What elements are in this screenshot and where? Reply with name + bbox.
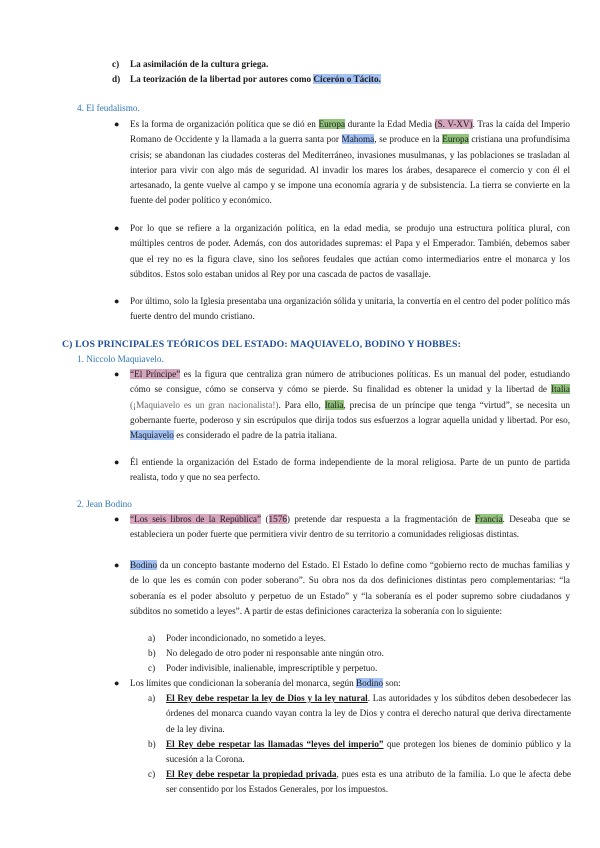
heading-feudalismo: 4. El feudalismo. (77, 103, 140, 113)
section-heading-teoricos: C) LOS PRINCIPALES TEÓRICOS DEL ESTADO: MAQUIAVELO, BODINO Y HOBBES: (62, 339, 461, 350)
paragraph-maquiavelo-1: “El Príncipe” es la figura que centraliza gran número de atribuciones políticas. Es un manual del poder, estudiando cómo se consigue, cómo se conserva y cómo se pierde. Su finalidad es obtener la unidad y la libertad de Italia (¡Maquiavelo es un gran nacionalista!). Para ello, Italia, precisa de un príncipe que tenga “virtud”, se necesita un gobernante fuerte, poderoso y sin escrúpulos que dirija todos sus esfuerzos a lograr aquella unidad y libertad. Por eso, Maquiavelo es considerado el padre de la patria italiana. (130, 369, 571, 441)
document-page: c) La asimilación de la cultura griega. d) La teorización de la libertad por autores como Cicerón o Tácito. 4. El feudalismo. ● Es la forma de organización política que se dió en Europa durante la Edad Media (S. V-XV). Tras la caída del Imperio Romano de Occidente y la llamada a la guerra santa por Mahoma, se produce en la Europa cristiana una profundísima crisis; se abandonan las ciudades costeras del Mediterráneo, invasiones musulmanas, y las poblaciones se trasladan al interior para vivir con algo más de seguridad. Al invadir los mares los árabes, desaparece el comercio y con él el artesanado, la gente vuelve al campo y se impone una economía agraria y de subsistencia. La tierra se convierte en la fuente del poder político y económico. ● Por lo que se refiere a la organización política, en la edad media, se produjo una estructura política plural, con múltiples centros de poder. Además, con dos autoridades supremas: el Papa y el Emperador. También, debemos saber que el rey no es la figura clave, sino los señores feudales que actúan como intermediarios entre el monarca y los súbditos. Estos solo estaban unidos al Rey por una cascada de pactos de vasallaje. ● Por último, solo la Iglesia presentaba una organización sólida y unitaria, la convertía en el centro del poder político más fuerte dentro del mundo cristiano. C) LOS PRINCIPALES TEÓRICOS DEL ESTADO: MAQUIAVELO, BODINO Y HOBBES: 1. Niccolo Maquiavelo. ● “El Príncipe” es la figura que centraliza gran número de atribuciones políticas. Es un manual del poder, estudiando cómo se consigue, cómo se conserva y cómo se pierde. Su finalidad es obtener la unidad y la libertad de Italia (¡Maquiavelo es un gran nacionalista!). Para ello, Italia, precisa de un príncipe que tenga “virtud”, se necesita un gobernante fuerte, poderoso y sin escrúpulos que dirija todos sus esfuerzos a lograr aquella unidad y libertad. Por eso, Maquiavelo es considerado el padre de la patria italiana. ● Él entiende la organización del Estado de forma independiente de la moral religiosa. Parte de un punto de partida realista, todo y que no sea perfecto. 2. Jean Bodino ● “Los seis libros de la República” (1576) pretende dar respuesta a la fragmentación de Francia. Deseaba que se estableciera un poder fuerte que permitiera vivir dentro de su territorio a comunidades religiosas distintas. ● Bodino da un concepto bastante moderno del Estado. El Estado lo define como “gobierno recto de muchas familias y de lo que les es común con poder soberano”. Su obra nos da dos definiciones distintas pero complementarias: “la soberanía es el poder absoluto y perpetuo de un Estado” y “la soberanía es el poder supremo sobre ciudadanos y súbditos no sometido a leyes”. A partir de estas definiciones caracteriza la soberanía con lo siguiente: a) Poder incondicionado, no sometido a leyes. b) No delegado de otro poder ni responsable ante ningún otro. c) Poder indivisible, inalienable, imprescriptible y perpetuo. ● Los límites que condicionan la soberanía del monarca, según Bodino son: a) El Rey debe respetar la ley de Dios y la ley natural. Las autoridades y los súbditos deben desobedecer las órdenes del monarca cuando vayan contra la ley de Dios y contra el derecho natural que deriva directamente de la ley divina. b) El Rey debe respetar las llamadas “leyes del imperio” que protegen los bienes de dominio público y la sucesión a la Corona. c) El Rey debe respetar la propiedad privada, pues esta es una atributo de la familia. Lo que le afecta debe ser consentido por los Estados Generales, por los impuestos. (62, 59, 572, 795)
list-item-d-text: La teorización de la libertad por autores como Cicerón o Tácito. (130, 74, 381, 84)
heading-maquiavelo: 1. Niccolo Maquiavelo. (77, 354, 164, 364)
bullet-icon: ● (114, 296, 120, 306)
paragraph-feudalismo-3: Por último, solo la Iglesia presentaba una organización sólida y unitaria, la convertía en el centro del poder político más fuerte dentro del mundo cristiano. (130, 296, 570, 322)
paragraph-bodino-3: Los límites que condicionan la soberanía del monarca, según Bodino son: (130, 678, 401, 688)
paragraph-feudalismo-1: Es la forma de organización política que se dió en Europa durante la Edad Media (S. V-XV). Tras la caída del Imperio Romano de Occidente y la llamada a la guerra santa por Mahoma, se produce en la Europa cristiana una profundísima crisis; se abandonan las ciudades costeras del Mediterráneo, invasiones musulmanas, y las poblaciones se trasladan al interior para vivir con algo más de seguridad. Al invadir los mares los árabes, desaparece el comercio y con él el artesanado, la gente vuelve al campo y se impone una economía agraria y de subsistencia. La tierra se convierte en la fuente del poder político y económico. (130, 119, 570, 206)
bullet-icon: ● (114, 223, 120, 233)
list-item-c: c) (112, 59, 120, 69)
paragraph-feudalismo-2: Por lo que se refiere a la organización política, en la edad media, se produjo una estructura política plural, con múltiples centros de poder. Además, con dos autoridades supremas: el Papa y el Emperador. También, debemos saber que el rey no es la figura clave, sino los señores feudales que actúan como intermediarios entre el monarca y los súbditos. Estos solo estaban unidos al Rey por una cascada de pactos de vasallaje. (130, 223, 570, 279)
list-item-d: d) (112, 74, 121, 84)
paragraph-bodino-2: Bodino da un concepto bastante moderno del Estado. El Estado lo define como “gobierno recto de muchas familias y de lo que les es común con poder soberano”. Su obra nos da dos definiciones distintas pero complementarias: “la soberanía es el poder absoluto y perpetuo de un Estado” y “la soberanía es el poder supremo sobre ciudadanos y súbditos no sometido a leyes”. A partir de estas definiciones caracteriza la soberanía con lo siguiente: (130, 560, 570, 616)
bullet-icon: ● (114, 678, 120, 688)
bullet-icon: ● (114, 560, 120, 570)
bullet-icon: ● (114, 457, 120, 467)
heading-bodino: 2. Jean Bodino (77, 499, 132, 509)
bullet-icon: ● (114, 369, 120, 379)
paragraph-bodino-1: “Los seis libros de la República” (1576) pretende dar respuesta a la fragmentación de Francia. Deseaba que se estableciera un poder fuerte que permitiera vivir dentro de su territorio a comunidades religiosas distintas. (130, 514, 570, 540)
list-item-c-text: La asimilación de la cultura griega. (130, 59, 269, 69)
bullet-icon: ● (114, 119, 120, 129)
bullet-icon: ● (114, 514, 120, 524)
paragraph-maquiavelo-2: Él entiende la organización del Estado de forma independiente de la moral religiosa. Parte de un punto de partida realista, todo y que no sea perfecto. (130, 457, 570, 483)
